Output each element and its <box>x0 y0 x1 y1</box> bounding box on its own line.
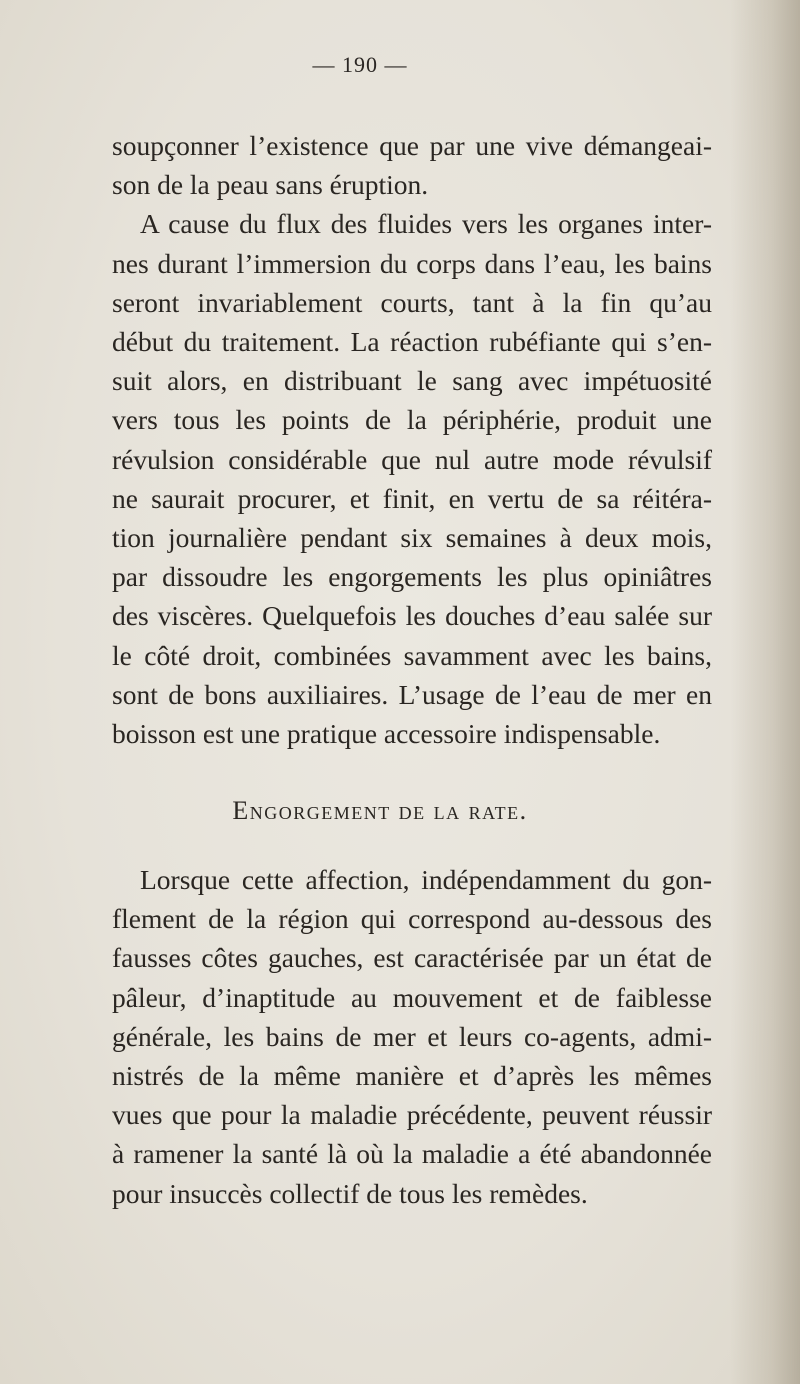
text-line: vues que pour la maladie précédente, peuvent réussir <box>112 1099 712 1131</box>
text-line: son de la peau sans éruption. <box>112 169 429 201</box>
text-line: des viscères. Quelquefois les douches d’eau salée sur <box>112 600 712 632</box>
text-line: flement de la région qui correspond au-dessous des <box>112 903 712 935</box>
text-line: générale, les bains de mer et leurs co-agents, admi- <box>112 1020 712 1052</box>
text-line: nes durant l’immersion du corps dans l’eau, les bains <box>112 247 712 279</box>
text-line: fausses côtes gauches, est caractérisée par un état de <box>112 942 712 974</box>
text-line: ne saurait procurer, et finit, en vertu de sa réitéra- <box>112 482 712 514</box>
paragraph-block-2 <box>112 860 712 1213</box>
text-line: par dissoudre les engorgements les plus opiniâtres <box>112 561 712 593</box>
text-line: pâleur, d’inaptitude au mouvement et de faiblesse <box>112 981 712 1013</box>
text-line: A cause du flux des fluides vers les organes inter- <box>140 208 712 240</box>
section-heading: Engorgement de la rate. <box>232 796 528 825</box>
page-edge-shadow <box>730 0 800 1384</box>
paragraph-block-1 <box>112 126 712 753</box>
text-line: seront invariablement courts, tant à la fin qu’au <box>112 286 712 318</box>
text-line: pour insuccès collectif de tous les remèdes. <box>112 1177 588 1209</box>
text-line: révulsion considérable que nul autre mode révulsif <box>112 443 712 475</box>
text-line: vers tous les points de la périphérie, produit une <box>112 404 712 436</box>
text-line: sont de bons auxiliaires. L’usage de l’eau de mer en <box>112 678 712 710</box>
text-line: boisson est une pratique accessoire indispensable. <box>112 718 661 750</box>
text-line: Lorsque cette affection, indépendamment du gon- <box>140 864 712 895</box>
text-line: le côté droit, combinées savamment avec les bains, <box>112 639 712 671</box>
text-line: début du traitement. La réaction rubéfiante qui s’en- <box>112 326 712 358</box>
page-number: — 190 — <box>312 52 408 77</box>
text-line: à ramener la santé là où la maladie a été abandonnée <box>112 1138 712 1170</box>
text-line: nistrés de la même manière et d’après les mêmes <box>112 1060 712 1092</box>
text-line: soupçonner l’existence que par une vive démangeai- <box>112 130 712 161</box>
text-line: tion journalière pendant six semaines à deux mois, <box>112 522 712 554</box>
text-line: suit alors, en distribuant le sang avec impétuosité <box>112 365 712 397</box>
